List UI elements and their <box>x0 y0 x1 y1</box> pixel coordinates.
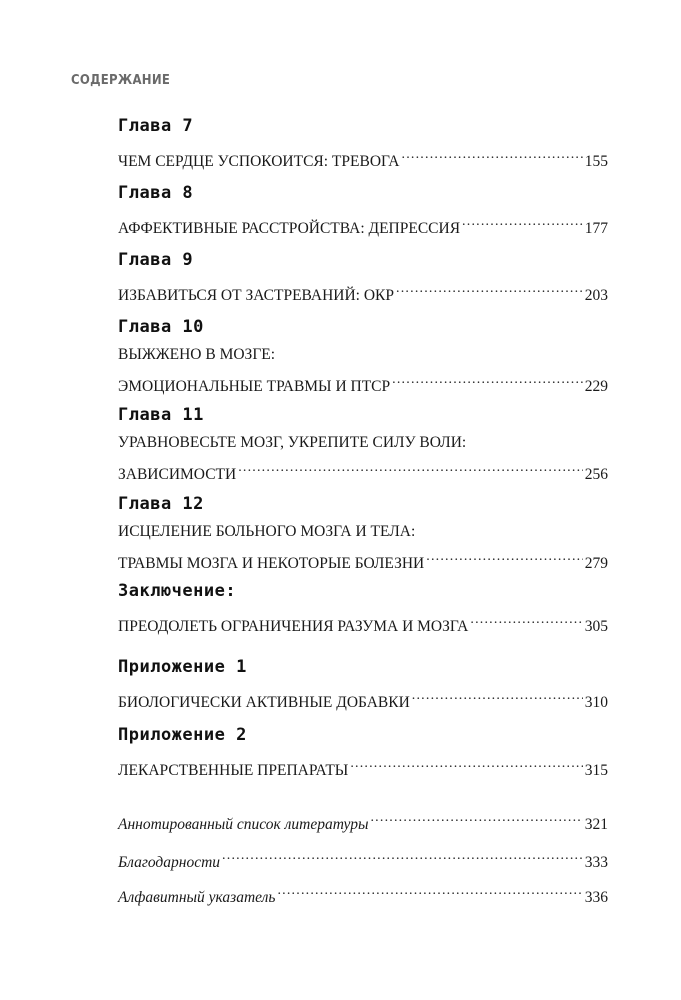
chapter-heading: Приложение 1 <box>118 657 247 677</box>
dot-leader <box>412 683 583 707</box>
toc-chapter <box>118 181 608 237</box>
page-number: 256 <box>584 466 608 483</box>
entry-title: ЛЕКАРСТВЕННЫЕ ПРЕПАРАТЫ <box>118 762 349 779</box>
toc-entry[interactable] <box>118 751 608 779</box>
entry-title: ЭМОЦИОНАЛЬНЫЕ ТРАВМЫ И ПТСР <box>118 378 391 395</box>
entry-title: ЧЕМ СЕРДЦЕ УСПОКОИТСЯ: ТРЕВОГА <box>118 153 400 170</box>
chapter-heading: Заключение: <box>118 581 237 601</box>
dot-leader <box>222 843 583 867</box>
dot-leader <box>402 142 583 166</box>
page-number: 203 <box>584 287 608 304</box>
page-number: 321 <box>584 816 608 833</box>
entry-title: ИЗБАВИТЬСЯ ОТ ЗАСТРЕВАНИЙ: ОКР <box>118 287 395 304</box>
entry-title: Благодарности <box>118 854 221 871</box>
toc-entry[interactable] <box>118 367 608 395</box>
dot-leader <box>238 455 583 479</box>
dot-leader <box>462 209 583 233</box>
dot-leader <box>470 607 582 631</box>
chapter-heading: Приложение 2 <box>118 725 247 745</box>
toc-entry[interactable] <box>118 209 608 237</box>
chapter-heading: Глава 7 <box>118 116 194 136</box>
page-number: 315 <box>584 762 608 779</box>
toc-entry[interactable] <box>118 544 608 572</box>
page-number: 310 <box>584 694 608 711</box>
toc-chapter <box>118 315 608 395</box>
chapter-heading: Глава 11 <box>118 405 204 425</box>
toc-chapter <box>118 403 608 483</box>
page-number: 333 <box>584 854 608 871</box>
dot-leader <box>396 276 583 300</box>
page-number: 155 <box>584 153 608 170</box>
dot-leader <box>277 878 582 902</box>
page-number: 229 <box>584 378 608 395</box>
entry-title: АФФЕКТИВНЫЕ РАССТРОЙСТВА: ДЕПРЕССИЯ <box>118 220 461 237</box>
toc-entry[interactable] <box>118 683 608 711</box>
chapter-heading: Глава 12 <box>118 494 204 514</box>
toc-chapter <box>118 114 608 170</box>
toc-entry[interactable] <box>118 276 608 304</box>
entry-title-line: ИСЦЕЛЕНИЕ БОЛЬНОГО МОЗГА И ТЕЛА: <box>118 523 416 540</box>
toc-chapter <box>118 248 608 304</box>
toc-chapter <box>118 579 608 635</box>
dot-leader <box>426 544 583 568</box>
page-number: 177 <box>584 220 608 237</box>
entry-title: Алфавитный указатель <box>118 889 276 906</box>
dot-leader <box>370 805 582 829</box>
toc-entry-back-matter[interactable] <box>118 805 608 833</box>
entry-title-line: УРАВНОВЕСЬТЕ МОЗГ, УКРЕПИТЕ СИЛУ ВОЛИ: <box>118 434 467 451</box>
chapter-heading: Глава 8 <box>118 183 194 203</box>
toc-entry-back-matter[interactable] <box>118 843 608 871</box>
toc-entry[interactable] <box>118 142 608 170</box>
page-number: 305 <box>584 618 608 635</box>
toc-chapter <box>118 492 608 572</box>
toc-chapter <box>118 655 608 711</box>
entry-title: БИОЛОГИЧЕСКИ АКТИВНЫЕ ДОБАВКИ <box>118 694 410 711</box>
entry-title: Аннотированный список литературы <box>118 816 369 833</box>
dot-leader <box>350 751 582 775</box>
page-number: 336 <box>584 889 608 906</box>
toc-entry[interactable] <box>118 607 608 635</box>
entry-title: ПРЕОДОЛЕТЬ ОГРАНИЧЕНИЯ РАЗУМА И МОЗГА <box>118 618 469 635</box>
toc-entry-back-matter[interactable] <box>118 878 608 906</box>
entry-title: ЗАВИСИМОСТИ <box>118 466 237 483</box>
running-head: СОДЕРЖАНИЕ <box>71 73 171 88</box>
toc-entry[interactable] <box>118 455 608 483</box>
entry-title: ТРАВМЫ МОЗГА И НЕКОТОРЫЕ БОЛЕЗНИ <box>118 555 425 572</box>
entry-title-line: ВЫЖЖЕНО В МОЗГЕ: <box>118 346 276 363</box>
toc-chapter <box>118 723 608 779</box>
chapter-heading: Глава 10 <box>118 317 204 337</box>
dot-leader <box>392 367 583 391</box>
page-number: 279 <box>584 555 608 572</box>
chapter-heading: Глава 9 <box>118 250 194 270</box>
